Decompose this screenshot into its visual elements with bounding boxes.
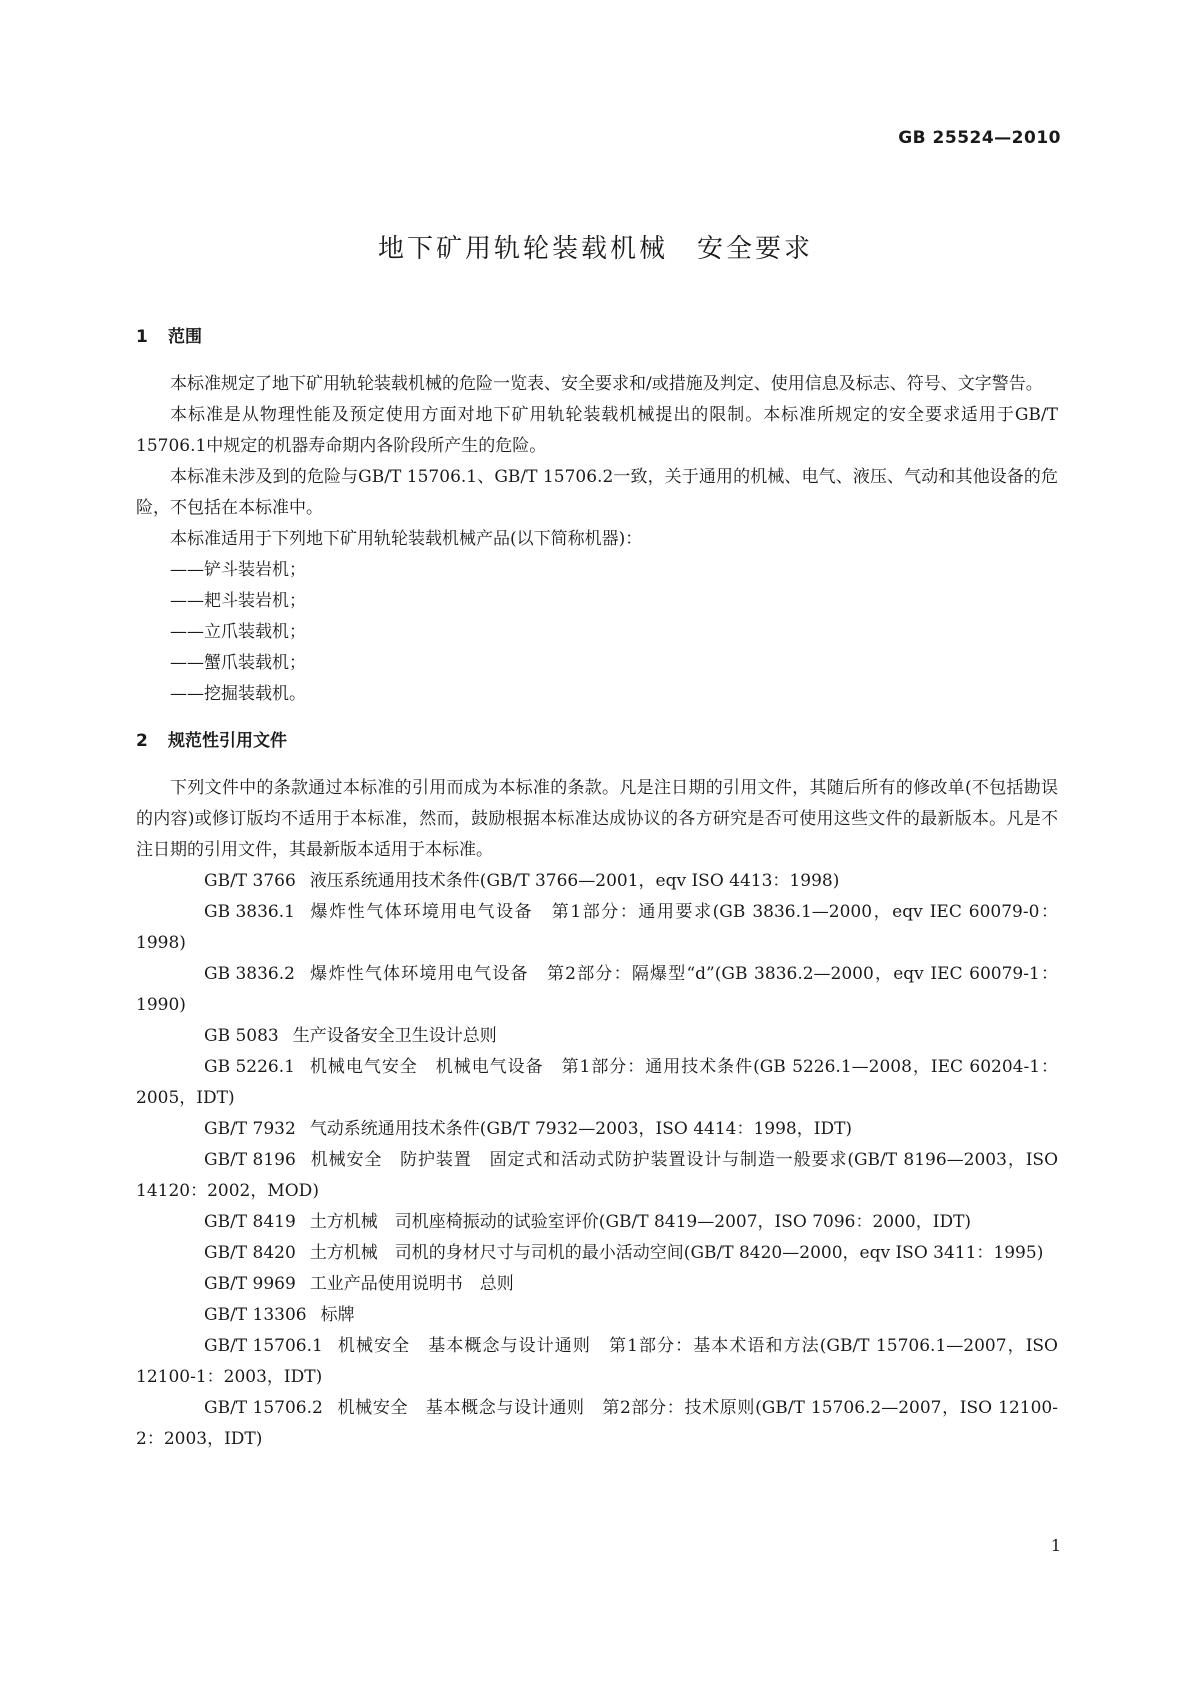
section-title: 范围 (168, 327, 202, 347)
reference-code: GB/T 8196 (204, 1150, 296, 1170)
reference-title: 生产设备安全卫生设计总则 (292, 1026, 497, 1046)
reference-code: GB/T 13306 (204, 1305, 307, 1325)
reference-title: 爆炸性气体环境用电气设备 第1部分：通用要求(GB 3836.1—2000，eqv IEC 60079-0：1998) (136, 902, 1058, 953)
section-1-heading (136, 322, 1058, 353)
reference-code: GB 3836.1 (204, 902, 295, 922)
reference-code: GB 5226.1 (204, 1057, 295, 1077)
reference-title: 机械电气安全 机械电气设备 第1部分：通用技术条件(GB 5226.1—2008，IEC 60204-1：2005，IDT) (136, 1057, 1058, 1108)
reference-title: 工业产品使用说明书 总则 (309, 1274, 514, 1294)
reference-entry (136, 1331, 1058, 1393)
reference-title: 爆炸性气体环境用电气设备 第2部分：隔爆型“d”(GB 3836.2—2000，eqv IEC 60079-1：1990) (136, 964, 1058, 1015)
section-number: 1 (136, 327, 148, 347)
paragraph: 本标准未涉及到的危险与GB/T 15706.1、GB/T 15706.2一致，关于通用的机械、电气、液压、气动和其他设备的危险，不包括在本标准中。 (136, 467, 1058, 518)
reference-entry (136, 1052, 1058, 1114)
reference-entry (136, 1207, 1058, 1238)
list-item: ——蟹爪装载机； (170, 653, 306, 673)
reference-code: GB/T 7932 (204, 1119, 296, 1139)
reference-title: 液压系统通用技术条件(GB/T 3766—2001，eqv ISO 4413：1998) (309, 871, 840, 891)
reference-title: 标牌 (320, 1305, 355, 1325)
section-number: 2 (136, 731, 148, 751)
reference-entry (136, 866, 1058, 897)
document-body (136, 322, 1058, 1455)
paragraph: 下列文件中的条款通过本标准的引用而成为本标准的条款。凡是注日期的引用文件，其随后所有的修改单(不包括勘误的内容)或修订版均不适用于本标准，然而，鼓励根据本标准达成协议的各方研究是否可使用这些文件的最新版本。凡是不注日期的引用文件，其最新版本适用于本标准。 (136, 778, 1058, 860)
reference-entry (136, 1145, 1058, 1207)
reference-code: GB/T 15706.2 (204, 1398, 323, 1418)
paragraph: 本标准适用于下列地下矿用轨轮装载机械产品(以下简称机器)： (170, 529, 643, 549)
reference-title: 土方机械 司机座椅振动的试验室评价(GB/T 8419—2007，ISO 7096：2000，IDT) (309, 1212, 972, 1232)
reference-entry (136, 1269, 1058, 1300)
reference-entry (136, 1114, 1058, 1145)
paragraph: 本标准是从物理性能及预定使用方面对地下矿用轨轮装载机械提出的限制。本标准所规定的安全要求适用于GB/T 15706.1中规定的机器寿命期内各阶段所产生的危险。 (136, 405, 1058, 456)
page-number: 1 (1050, 1536, 1061, 1555)
list-item: ——耙斗装岩机； (170, 591, 306, 611)
standard-code: GB 25524—2010 (898, 128, 1061, 148)
reference-title: 机械安全 基本概念与设计通则 第1部分：基本术语和方法(GB/T 15706.1—2007，ISO 12100-1：2003，IDT) (136, 1336, 1058, 1387)
reference-code: GB 5083 (204, 1026, 279, 1046)
reference-title: 机械安全 防护装置 固定式和活动式防护装置设计与制造一般要求(GB/T 8196—2003，ISO 14120：2002，MOD) (136, 1150, 1058, 1201)
paragraph: 本标准规定了地下矿用轨轮装载机械的危险一览表、安全要求和/或措施及判定、使用信息及标志、符号、文字警告。 (170, 374, 1043, 394)
reference-code: GB 3836.2 (204, 964, 295, 984)
reference-code: GB/T 9969 (204, 1274, 296, 1294)
list-item: ——立爪装载机； (170, 622, 306, 642)
reference-code: GB/T 15706.1 (204, 1336, 323, 1356)
reference-title: 机械安全 基本概念与设计通则 第2部分：技术原则(GB/T 15706.2—2007，ISO 12100-2：2003，IDT) (136, 1398, 1058, 1449)
section-title: 规范性引用文件 (168, 731, 287, 751)
list-item: ——铲斗装岩机； (170, 560, 306, 580)
document-title: 地下矿用轨轮装载机械 安全要求 (377, 234, 813, 264)
reference-entry (136, 959, 1058, 1021)
reference-entry (136, 1021, 1058, 1052)
reference-code: GB/T 8420 (204, 1243, 296, 1263)
reference-entry (136, 1393, 1058, 1455)
reference-entry (136, 897, 1058, 959)
reference-title: 土方机械 司机的身材尺寸与司机的最小活动空间(GB/T 8420—2000，eqv ISO 3411：1995) (309, 1243, 1044, 1263)
reference-entry (136, 1300, 1058, 1331)
section-2-heading (136, 726, 1058, 757)
reference-code: GB/T 3766 (204, 871, 296, 891)
reference-entry (136, 1238, 1058, 1269)
list-item: ——挖掘装载机。 (170, 684, 306, 704)
reference-title: 气动系统通用技术条件(GB/T 7932—2003，ISO 4414：1998，IDT) (309, 1119, 853, 1139)
reference-code: GB/T 8419 (204, 1212, 296, 1232)
